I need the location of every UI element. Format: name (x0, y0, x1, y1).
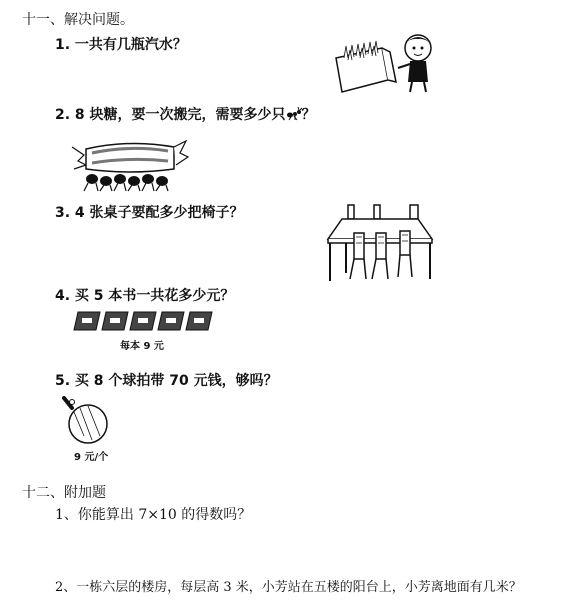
books-illustration (72, 310, 212, 334)
soda-crate-illustration (330, 30, 440, 98)
candy-with-ants-illustration (70, 135, 190, 193)
question-2 (55, 107, 316, 123)
ant-icon (286, 107, 302, 121)
section-12-heading: 十二、附加题 (22, 485, 106, 501)
ping-pong-paddle-illustration (62, 396, 112, 446)
question-2-mark: ？ (301, 107, 316, 123)
table-and-chairs-illustration (320, 203, 436, 283)
question-5: 5. 买 8 个球拍带 70 元钱，够吗？ (55, 373, 278, 389)
question-2-text: 2. 8 块糖，要一次搬完，需要多少只 (55, 107, 286, 123)
question-1: 1. 一共有几瓶汽水？ (55, 37, 187, 53)
question-5-caption: 9 元/个 (74, 452, 109, 463)
question-4-caption: 每本 9 元 (120, 341, 164, 352)
bonus-question-1: 1、你能算出 7×10 的得数吗？ (55, 507, 252, 523)
bonus-question-2: 2、一栋六层的楼房，每层高 3 米，小芳站在五楼的阳台上，小芳离地面有几米？ (55, 580, 522, 595)
question-3: 3. 4 张桌子要配多少把椅子？ (55, 205, 244, 221)
question-4: 4. 买 5 本书一共花多少元？ (55, 288, 235, 304)
section-11-heading: 十一、解决问题。 (22, 12, 134, 28)
